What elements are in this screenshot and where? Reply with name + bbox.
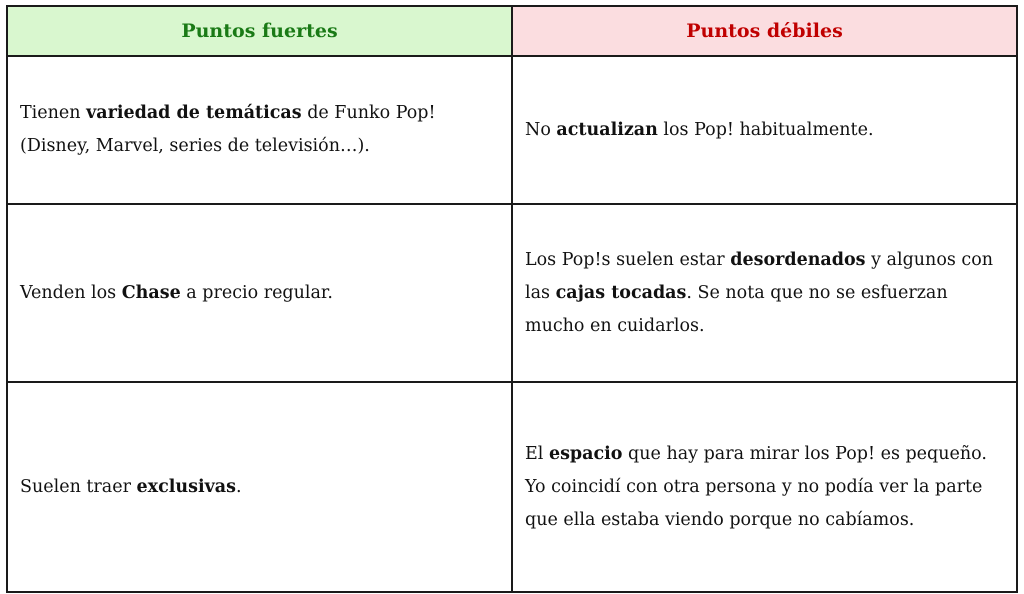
- cell-text: los Pop! habitualmente.: [657, 119, 874, 140]
- cell-text: Los Pop!s suelen estar: [525, 249, 731, 270]
- cell-text: Venden los: [20, 282, 122, 303]
- strength-cell: [7, 204, 512, 382]
- comparison-table: [6, 5, 1018, 593]
- weakness-cell: [512, 204, 1017, 382]
- table-row: [7, 204, 1017, 382]
- weakness-cell: [512, 382, 1017, 592]
- cell-text: que hay para mirar los Pop! es pequeño. Yo coincidí con otra persona y no podía ver la parte que ella estaba viendo porque no cabíamos.: [525, 443, 987, 530]
- cell-text: a precio regular.: [180, 282, 333, 303]
- cell-text: No: [525, 119, 557, 140]
- cell-text: . Se nota que no se esfuerzan mucho en cuidarlos.: [525, 282, 948, 336]
- strength-cell: [7, 382, 512, 592]
- cell-bold-text: desordenados: [730, 249, 866, 270]
- weakness-cell: [512, 56, 1017, 204]
- cell-bold-text: Chase: [121, 282, 181, 303]
- cell-text: y algunos con las: [525, 249, 994, 303]
- cell-bold-text: actualizan: [556, 119, 658, 140]
- cell-bold-text: cajas tocadas: [555, 282, 687, 303]
- cell-text: Suelen traer: [20, 476, 137, 497]
- cell-bold-text: exclusivas: [136, 476, 236, 497]
- table-row: [7, 382, 1017, 592]
- cell-text: de Funko Pop! (Disney, Marvel, series de televisión…).: [20, 103, 436, 156]
- cell-bold-text: espacio: [548, 443, 623, 464]
- strength-cell: [7, 56, 512, 204]
- table-row: [7, 56, 1017, 204]
- weaknesses-header: Puntos débiles: [512, 6, 1017, 56]
- cell-text: .: [236, 476, 242, 497]
- cell-bold-text: variedad de temáticas: [86, 103, 302, 123]
- cell-text: El: [525, 443, 549, 464]
- cell-text: Tienen: [20, 103, 87, 123]
- strengths-header: Puntos fuertes: [7, 6, 512, 56]
- table-header-row: [7, 6, 1017, 56]
